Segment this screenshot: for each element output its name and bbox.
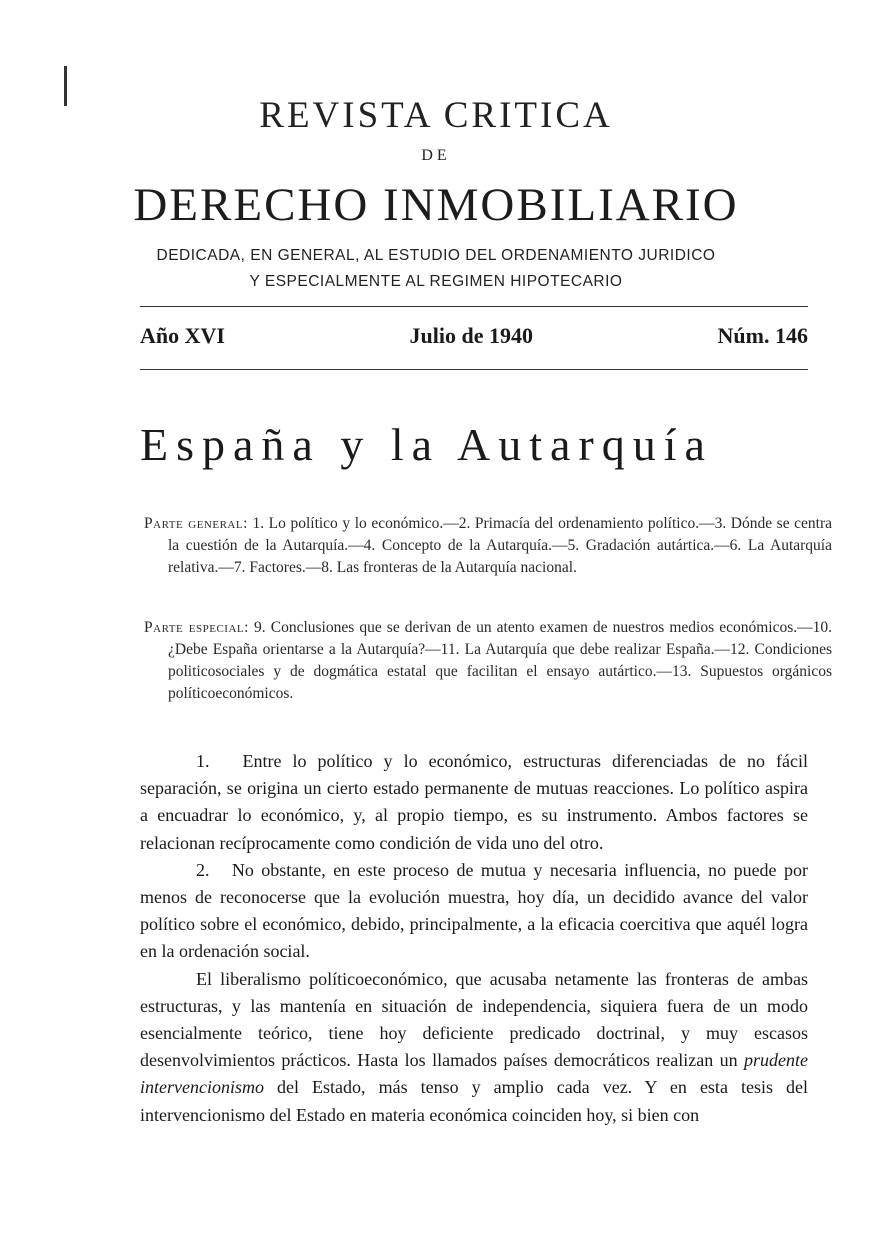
body-paragraph-2: 2. No obstante, en este proceso de mutua y necesaria influencia, no puede por menos de reconocerse que la evolución muestra, hoy día, un decidido avance del valor político sobre el económico, debido, principalmente, a la eficacia coercitiva que aquél logra en la ordenación social.: [140, 859, 813, 962]
article-title: España y la Autarquía: [140, 419, 713, 470]
summary-special-label: Parte especial:: [144, 619, 249, 636]
header-divider-bottom: [140, 369, 808, 370]
summary-general-text: 1. Lo político y lo económico.—2. Primacía del ordenamiento político.—3. Dónde se centra la cuestión de la Autarquía.—4. Concepto de la Autarquía.—5. Gradación autártica.—6. La Autarquía relativa.—7. Factores.—8. Las fronteras de la Autarquía nacional.: [168, 515, 833, 576]
issue-info-row: [140, 321, 808, 351]
summary-special-text: 9. Conclusiones que se derivan de un atento examen de nuestros medios económicos.—10. ¿Debe España orientarse a la Autarquía?—11. La Autarquía que debe realizar España.—12. Condiciones politicosociales y de dogmática estatal que facilitan el ensayo autártico.—13. Supuestos orgánicos políticoeconómicos.: [168, 619, 833, 702]
summary-special: [144, 617, 832, 705]
body-paragraph-3-part-a: El liberalismo políticoeconómico, que acusaba netamente las fronteras de ambas estructuras, y las mantenía en situación de independencia, siquiera fuera de un modo esencialmente teórico, tiene hoy deficiente predicado doctrinal, y muy escasos desenvolvimientos prácticos. Hasta los llamados países democráticos realizan un: [140, 968, 808, 1071]
article-body: [140, 748, 813, 1129]
journal-title-de: DE: [421, 147, 451, 164]
body-paragraph-3: [140, 966, 808, 1129]
body-paragraph-3-emphasis: prudente intervencionismo: [140, 1050, 808, 1098]
issue-number: Núm. 146: [717, 323, 808, 348]
journal-title-line1: REVISTA CRITICA: [259, 95, 613, 136]
summary-general: [144, 513, 832, 579]
body-paragraph-3-part-b: del Estado, más tenso y amplio cada vez. Y en esta tesis del intervencionismo del Estado en materia económica coinciden hoy, si bien con: [140, 1077, 808, 1125]
issue-year: Año XVI: [140, 323, 225, 348]
journal-subtitle-line1: DEDICADA, EN GENERAL, AL ESTUDIO DEL ORDENAMIENTO JURIDICO: [156, 247, 716, 264]
journal-subtitle-line2: Y ESPECIALMENTE AL REGIMEN HIPOTECARIO: [249, 273, 623, 290]
header-divider-top: [140, 306, 808, 307]
body-paragraph-1: 1. Entre lo político y lo económico, estructuras diferenciadas de no fácil separación, se origina un cierto estado permanente de mutuas reacciones. Lo político aspira a encuadrar lo económico, y, al propio tiempo, es su instrumento. Ambos factores se relacionan recíprocamente como condición de vida uno del otro.: [140, 751, 813, 853]
summary-general-label: Parte general:: [144, 515, 248, 532]
journal-title-line2: DERECHO INMOBILIARIO: [133, 179, 739, 231]
issue-date: Julio de 1940: [409, 323, 533, 348]
